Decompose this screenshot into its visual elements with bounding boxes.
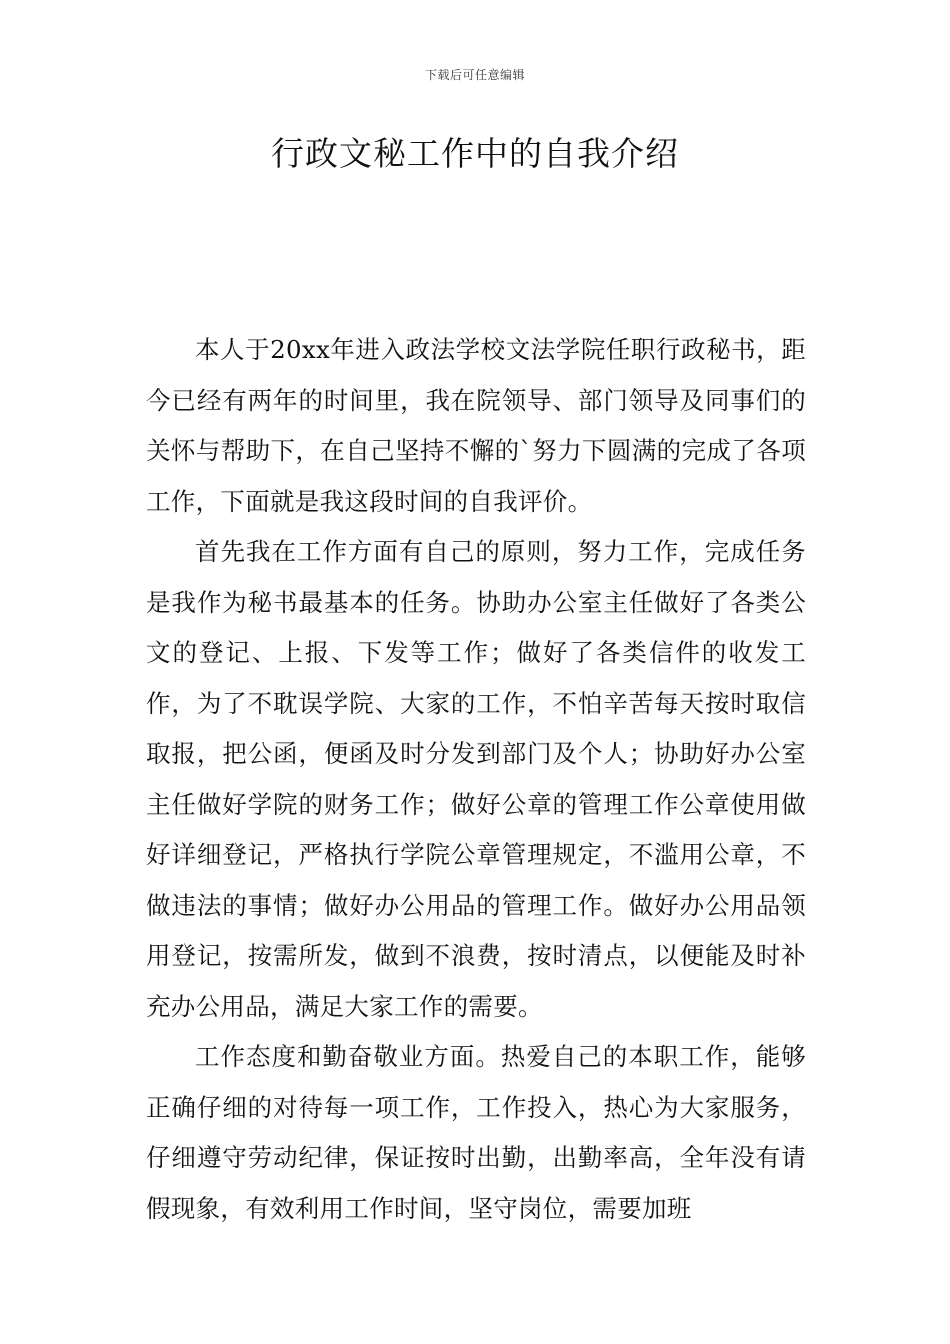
paragraph-2: 首先我在工作方面有自己的原则，努力工作，完成任务是我作为秘书最基本的任务。协助办公室主任做好了各类公文的登记、上报、下发等工作；做好了各类信件的收发工作，为了不耽误学院、大家的工作，不怕辛苦每天按时取信取报，把公函，便函及时分发到部门及个人；协助好办公室主任做好学院的财务工作；做好公章的管理工作公章使用做好详细登记，严格执行学院公章管理规定，不滥用公章，不做违法的事情；做好办公用品的管理工作。做好办公用品领用登记，按需所发，做到不浪费，按时清点，以便能及时补充办公用品，满足大家工作的需要。 (146, 537, 806, 1021)
paragraph-1: 本人于20xx年进入政法学校文法学院任职行政秘书，距今已经有两年的时间里，我在院领导、部门领导及同事们的关怀与帮助下，在自己坚持不懈的`努力下圆满的完成了各项工作，下面就是我这段时间的自我评价。 (146, 335, 806, 516)
header-note: 下载后可任意编辑 (424, 68, 525, 82)
document-body (146, 325, 806, 1234)
paragraph-3: 工作态度和勤奋敬业方面。热爱自己的本职工作，能够正确仔细的对待每一项工作，工作投入，热心为大家服务，仔细遵守劳动纪律，保证按时出勤，出勤率高，全年没有请假现象，有效利用工作时间，坚守岗位，需要加班 (146, 1042, 806, 1223)
document-title: 行政文秘工作中的自我介绍 (271, 134, 679, 173)
